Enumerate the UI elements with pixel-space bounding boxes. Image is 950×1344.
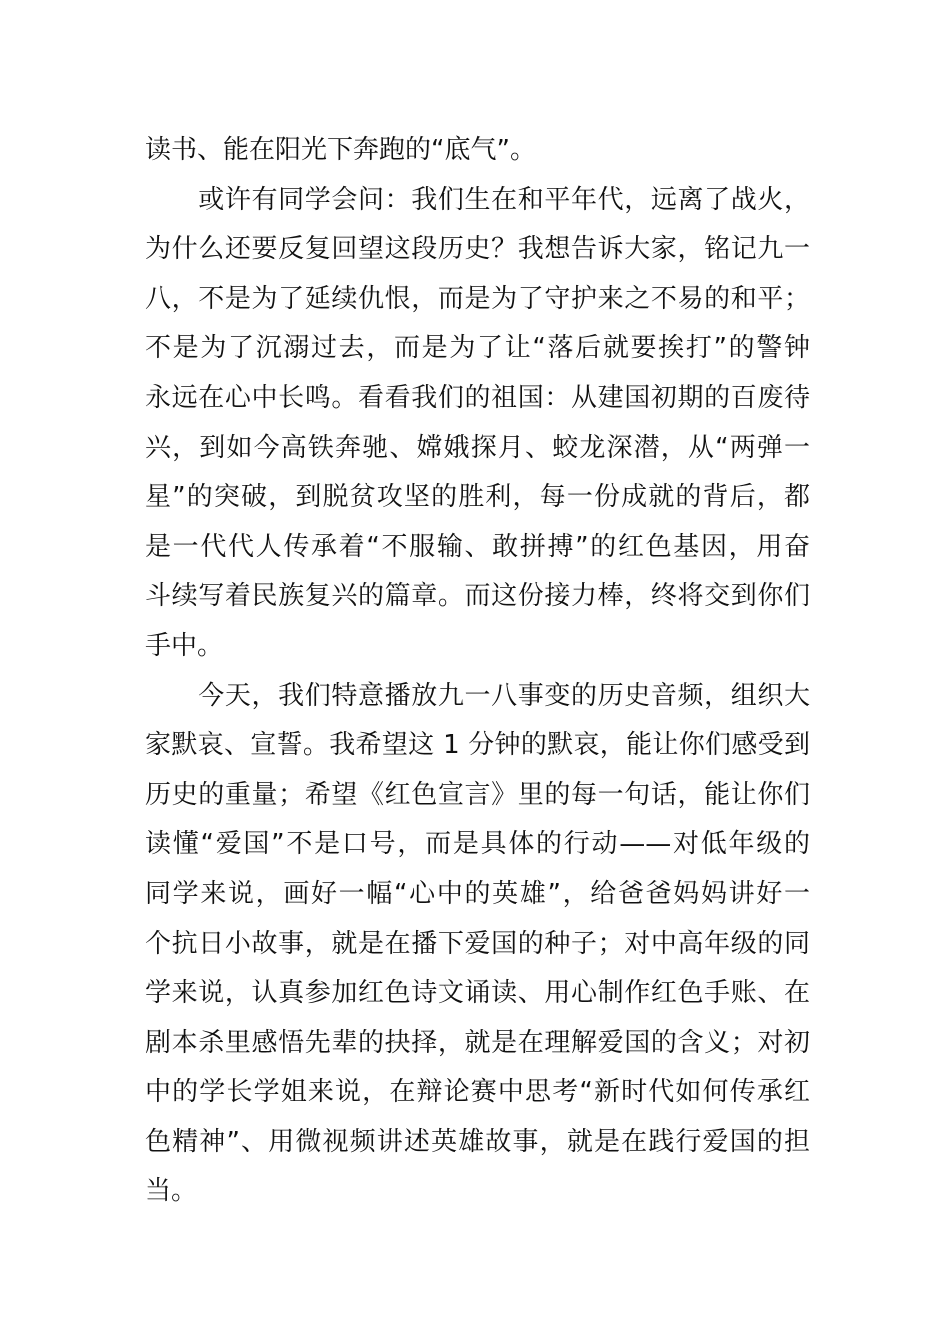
text-line: 今天，我们特意播放九一八事变的历史音频，组织大 xyxy=(145,680,810,711)
text-line: 色精神”、用微视频讲述英雄故事，就是在践行爱国的担 xyxy=(145,1126,810,1157)
text-line: 手中。 xyxy=(145,630,224,661)
text-line: 剧本杀里感悟先辈的抉择，就是在理解爱国的含义；对初 xyxy=(145,1027,810,1058)
text-line: 星”的突破，到脱贫攻坚的胜利，每一份成就的背后，都 xyxy=(145,482,810,513)
text-line: 八，不是为了延续仇恨，而是为了守护来之不易的和平； xyxy=(145,283,810,314)
document-body xyxy=(145,126,810,1217)
text-line: 历史的重量；希望《红色宣言》里的每一句话，能让你们 xyxy=(145,779,810,810)
text-line: 不是为了沉溺过去，而是为了让“落后就要挨打”的警钟 xyxy=(145,333,810,364)
text-line: 学来说，认真参加红色诗文诵读、用心制作红色手账、在 xyxy=(145,978,810,1009)
text-line: 是一代代人传承着“不服输、敢拼搏”的红色基因，用奋 xyxy=(145,531,810,562)
text-line: 家默哀、宣誓。我希望这 1 分钟的默哀，能让你们感受到 xyxy=(145,730,810,761)
text-line: 当。 xyxy=(145,1176,198,1207)
text-line: 兴，到如今高铁奔驰、嫦娥探月、蛟龙深潜，从“两弹一 xyxy=(145,432,810,463)
text-line: 永远在心中长鸣。看看我们的祖国：从建国初期的百废待 xyxy=(145,382,810,413)
text-line: 读书、能在阳光下奔跑的“底气”。 xyxy=(145,135,536,165)
text-line: 读懂“爱国”不是口号，而是具体的行动——对低年级的 xyxy=(145,829,810,860)
text-line: 个抗日小故事，就是在播下爱国的种子；对中高年级的同 xyxy=(145,928,810,959)
text-line: 同学来说，画好一幅“心中的英雄”，给爸爸妈妈讲好一 xyxy=(145,878,810,909)
text-line: 中的学长学姐来说，在辩论赛中思考“新时代如何传承红 xyxy=(145,1077,810,1108)
text-line: 或许有同学会问：我们生在和平年代，远离了战火， xyxy=(145,184,810,215)
text-line: 斗续写着民族复兴的篇章。而这份接力棒，终将交到你们 xyxy=(145,581,810,612)
text-line: 为什么还要反复回望这段历史？我想告诉大家，铭记九一 xyxy=(145,234,810,265)
